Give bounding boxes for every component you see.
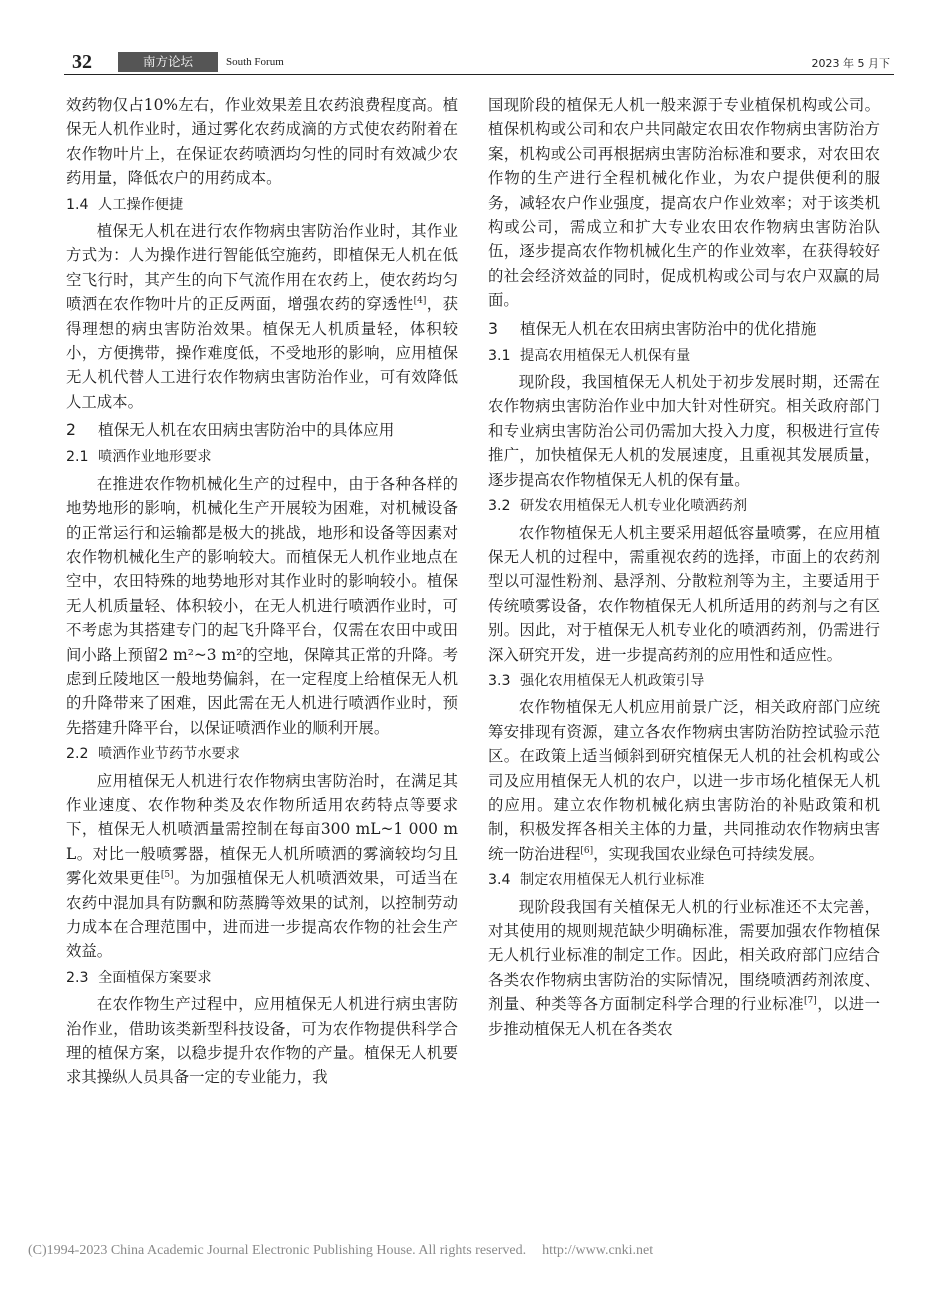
right-column — [488, 93, 880, 1041]
body-paragraph — [66, 992, 458, 1090]
page-header — [64, 52, 894, 75]
citation-ref: [4] — [413, 296, 427, 307]
body-paragraph — [488, 93, 880, 313]
body-paragraph — [66, 219, 458, 414]
paragraph-text: 农作物植保无人机应用前景广泛，相关政府部门应统筹安排现有资源，建立各农作物病虫害防治防控试验示范区。在政策上适当倾斜到研究植保无人机的社会机构或公司及应用植保无人机的农户，以进一步市场化植保无人机的应用。建立农作物机械化病虫害防治的补贴政策和机制，积极发挥各相关主体的力量，共同推动农作物病虫害统一防治进程 — [488, 698, 880, 863]
subsection-heading — [488, 494, 880, 518]
paragraph-text: ，实现我国农业绿色可持续发展。 — [593, 844, 824, 863]
heading-number: 2 — [66, 421, 76, 440]
subsection-heading — [488, 669, 880, 693]
heading-number: 1.4 — [66, 196, 89, 213]
heading-title: 制定农用植保无人机行业标准 — [520, 872, 705, 889]
paragraph-text: 现阶段我国有关植保无人机的行业标准还不太完善，对其使用的规则规范缺少明确标准，需要加强农作物植保无人机行业标准的制定工作。因此，相关政府部门应结合各类农作物病虫害防治的实际情况，围绕喷洒药剂浓度、剂量、种类等各方面制定科学合理的行业标准 — [488, 897, 880, 1014]
journal-name-badge: 南方论坛 — [118, 52, 218, 72]
heading-title: 植保无人机在农田病虫害防治中的具体应用 — [98, 421, 395, 440]
paragraph-text: 国现阶段的植保无人机一般来源于专业植保机构或公司。植保机构或公司和农户共同敲定农田农作物病虫害防治方案，机构或公司再根据病虫害防治标准和要求，对农田农作物的生产进行全程机械化作业，为农户提供便利的服务，减轻农户作业强度，提高农户作业效率；对于该类机构或公司，需成立和扩大专业农田农作物病虫害防治队伍，逐步提高农作物机械化生产的作业效率，在获得较好的社会经济效益的同时，促成机构或公司与农户双赢的局面。 — [488, 96, 880, 310]
body-paragraph — [66, 93, 458, 191]
paragraph-text: ，获得理想的病虫害防治效果。植保无人机质量轻，体积较小，方便携带，操作难度低，不受地形的影响，应用植保无人机代替人工进行农作物病虫害防治作业，可有效降低人工成本。 — [66, 295, 458, 411]
heading-title: 喷洒作业地形要求 — [98, 449, 212, 466]
issue-date: 2023 年 5 月下 — [811, 57, 890, 70]
heading-number: 2.3 — [66, 969, 89, 986]
paragraph-text: ，以进一步推动植保无人机在各类农 — [488, 995, 880, 1038]
citation-ref: [7] — [804, 996, 817, 1007]
body-paragraph — [488, 521, 880, 667]
heading-number: 2.2 — [66, 746, 89, 763]
paragraph-text: 现阶段，我国植保无人机处于初步发展时期，还需在农作物病虫害防治作业中加大针对性研究。相关政府部门和专业病虫害防治公司仍需加大投入力度，积极进行宣传推广，加快植保无人机的发展速度，且重视其发展质量，逐步提高农作物植保无人机的保有量。 — [488, 373, 880, 489]
heading-number: 3.1 — [488, 347, 511, 364]
body-paragraph — [488, 370, 880, 492]
heading-title: 强化农用植保无人机政策引导 — [520, 672, 705, 689]
paragraph-text: 效药物仅占10%左右，作业效果差且农药浪费程度高。植保无人机作业时，通过雾化农药成滴的方式使农药附着在农作物叶片上，在保证农药喷洒均匀性的同时有效减少农药用量，降低农户的用药成本。 — [66, 96, 458, 188]
paragraph-text: 。为加强植保无人机喷洒效果，可适当在农药中混加具有防飘和防蒸腾等效果的试剂，以控制劳动力成本在合理范围中，进而进一步提高农作物的社会生产效益。 — [66, 869, 458, 961]
heading-title: 研发农用植保无人机专业化喷洒药剂 — [520, 498, 748, 515]
subsection-heading — [66, 742, 458, 766]
heading-title: 提高农用植保无人机保有量 — [520, 347, 691, 364]
heading-title: 人工操作便捷 — [98, 196, 184, 213]
journal-english-name: South Forum — [226, 56, 284, 68]
copyright-text: (C)1994-2023 China Academic Journal Electronic Publishing House. All rights reserved. — [28, 1243, 527, 1258]
paragraph-text: 农作物植保无人机主要采用超低容量喷雾，在应用植保无人机的过程中，需重视农药的选择，市面上的农药剂型以可湿性粉剂、悬浮剂、分散粒剂等为主，主要适用于传统喷雾设备，农作物植保无人机所适用的药剂与之有区别。因此，对于植保无人机专业化的喷洒药剂，仍需进行深入研究开发，进一步提高药剂的应用性和适应性。 — [488, 523, 880, 664]
section-heading — [488, 317, 880, 342]
heading-title: 植保无人机在农田病虫害防治中的优化措施 — [520, 319, 817, 338]
subsection-heading — [66, 445, 458, 469]
page-number: 32 — [72, 51, 92, 73]
body-paragraph — [66, 472, 458, 740]
copyright-footer — [28, 1243, 653, 1259]
paragraph-text: 在推进农作物机械化生产的过程中，由于各种各样的地势地形的影响，机械化生产开展较为困难，对机械设备的正常运行和运输都是极大的挑战，地形和设备等因素对农作物机械化生产的影响较大。而植保无人机作业地点在空中，农田特殊的地势地形对其作业时的影响较小。植保无人机质量轻、体积较小，在无人机进行喷洒作业时，可不考虑为其搭建专门的起飞升降平台，仅需在农田中或田间小路上预留2 m²~3 m²的空地，保障其正常的升降。考虑到丘陵地区一般地势偏斜，在一定程度上给植保无人机的升降带来了困难，因此需在无人机进行喷洒作业时，预先搭建升降平台，以保证喷洒作业的顺利开展。 — [66, 474, 458, 737]
heading-number: 3 — [488, 319, 498, 338]
heading-number: 3.4 — [488, 872, 511, 889]
subsection-heading — [66, 193, 458, 217]
citation-ref: [5] — [160, 870, 174, 881]
site-url: http://www.cnki.net — [542, 1243, 654, 1258]
subsection-heading — [488, 344, 880, 368]
body-paragraph — [488, 695, 880, 866]
body-paragraph — [488, 895, 880, 1041]
heading-title: 全面植保方案要求 — [98, 969, 212, 986]
heading-number: 3.3 — [488, 672, 511, 689]
subsection-heading — [66, 966, 458, 990]
subsection-heading — [488, 868, 880, 892]
citation-ref: [6] — [580, 845, 594, 856]
paragraph-text: 应用植保无人机进行农作物病虫害防治时，在满足其作业速度、农作物种类及农作物所适用农药特点等要求下，植保无人机喷洒量需控制在每亩300 mL~1 000 mL。对比一般喷雾器，植保无人机所喷洒的雾滴较均匀且雾化效果更佳 — [66, 771, 458, 888]
paragraph-text: 植保无人机在进行农作物病虫害防治作业时，其作业方式为：人为操作进行智能低空施药，即植保无人机在低空飞行时，其产生的向下气流作用在农药上，使农药均匀喷洒在农作物叶片的正反两面，增强农药的穿透性 — [66, 222, 458, 314]
body-paragraph — [66, 769, 458, 964]
heading-number: 3.2 — [488, 498, 511, 515]
left-column — [66, 93, 458, 1090]
heading-title: 喷洒作业节药节水要求 — [98, 746, 240, 763]
section-heading — [66, 418, 458, 443]
heading-number: 2.1 — [66, 449, 89, 466]
paragraph-text: 在农作物生产过程中，应用植保无人机进行病虫害防治作业，借助该类新型科技设备，可为农作物提供科学合理的植保方案，以稳步提升农作物的产量。植保无人机要求其操纵人员具备一定的专业能力，我 — [66, 995, 458, 1087]
